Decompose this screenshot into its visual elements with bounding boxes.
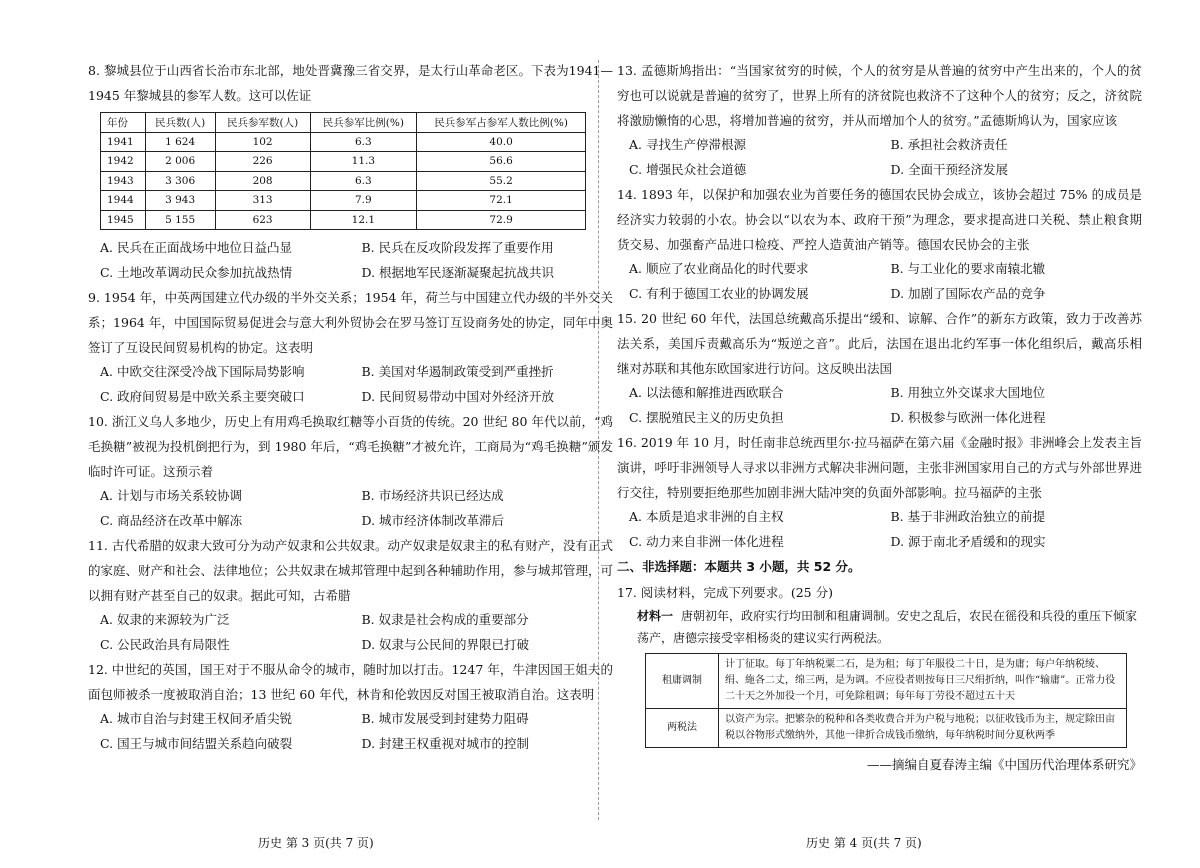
table-row — [101, 191, 586, 211]
option-b: B. 用独立外交谋求大国地位 — [890, 385, 1046, 400]
option-c: C. 摆脱殖民主义的历史负担 — [629, 409, 784, 425]
option-c: C. 有利于德国工农业的协调发展 — [629, 285, 809, 301]
table-cell: 12.1 — [310, 210, 417, 230]
table-cell: 3 943 — [145, 191, 215, 211]
question-8-options — [88, 236, 613, 285]
table-cell: 5 155 — [145, 210, 215, 230]
table-header-cell: 民兵参军比例(%) — [310, 113, 417, 133]
option-b: B. 市场经济共识已经达成 — [361, 488, 504, 503]
table-cell: 6.3 — [310, 132, 417, 152]
question-9 — [88, 285, 613, 409]
question-11-stem: 11. 古代希腊的奴隶大致可分为动产奴隶和公共奴隶。动产奴隶是奴隶主的私有财产，没有正式的家庭、财产和社会、法律地位；公共奴隶在城邦管理中起到各种辅助作用，参与城邦管理，可以拥有财产甚至自己的奴隶。据此可知，古希腊 — [88, 538, 614, 603]
table-cell: 40.0 — [417, 132, 586, 152]
question-11 — [88, 533, 613, 657]
question-9-stem: 9. 1954 年，中英两国建立代办级的半外交关系；1954 年，荷兰与中国建立代办级的半外交关系；1964 年，中国国际贸易促进会与意大利外贸协会在罗马签订互设商务处的协定，同年中奥签订了互设民间贸易机构的协定。这表明 — [88, 290, 613, 355]
table-header-cell: 民兵参军占参军人数比例(%) — [417, 113, 586, 133]
left-page — [88, 58, 613, 756]
question-11-options — [88, 608, 613, 657]
option-b: B. 美国对华遏制政策受到严重挫折 — [361, 364, 554, 379]
option-a: A. 以法德和解推进西欧联合 — [629, 385, 784, 400]
option-a: A. 计划与市场关系较协调 — [100, 488, 242, 503]
table-row — [101, 171, 586, 191]
option-a: A. 中欧交往深受冷战下国际局势影响 — [100, 364, 305, 379]
table-cell: 1942 — [101, 152, 146, 172]
question-14 — [617, 182, 1142, 306]
tax-content-cell: 计丁征取。每丁年纳税粟二石，是为租；每丁年服役二十日，是为庸；每户年纳税绫、绢、絁各二丈，绵三两，是为调。不应役者则按每日三尺绢折纳，叫作“输庸”。正常力役二十天之外加役一个月，可免除租调；每年每丁劳役不超过五十天 — [719, 654, 1127, 709]
table-header-row — [101, 113, 586, 133]
question-8 — [88, 58, 613, 285]
option-c: C. 商品经济在改革中解冻 — [100, 512, 243, 528]
option-b: B. 基于非洲政治独立的前提 — [890, 509, 1046, 524]
option-b: B. 与工业化的要求南辕北辙 — [890, 261, 1046, 276]
tax-content-cell: 以资产为宗。把繁杂的税种和各类收费合并为户税与地税；以征收钱币为主，规定除田亩税以谷物形式缴纳外，其他一律折合成钱币缴纳，每年纳税时间分夏秋两季 — [719, 709, 1127, 748]
page-footer-right: 历史 第 4 页(共 7 页) — [806, 836, 922, 850]
table-row — [101, 152, 586, 172]
right-page — [617, 58, 1142, 776]
table-row — [101, 210, 586, 230]
section-heading: 二、非选择题：本题共 3 小题，共 52 分。 — [617, 559, 861, 574]
option-d: D. 积极参与欧洲一体化进程 — [890, 409, 1046, 425]
question-9-options — [88, 360, 613, 409]
table-cell: 7.9 — [310, 191, 417, 211]
question-15-options — [617, 381, 1142, 430]
option-b: B. 民兵在反攻阶段发挥了重要作用 — [361, 240, 554, 255]
option-a: A. 顺应了农业商品化的时代要求 — [629, 261, 809, 276]
question-13-stem: 13. 孟德斯鸠指出：“当国家贫穷的时候，个人的贫穷是从普遍的贫穷中产生出来的，个人的贫穷也可以说就是普遍的贫穷了，世界上所有的济贫院也救济不了这种个人的贫穷；反之，济贫院将激励懒惰的心思，将增加普遍的贫穷，并从而增加个人的贫穷。”孟德斯鸠认为，国家应该 — [617, 63, 1143, 128]
table-header-cell: 民兵数(人) — [145, 113, 215, 133]
page-footer-left: 历史 第 3 页(共 7 页) — [258, 836, 374, 850]
question-14-options — [617, 257, 1142, 306]
option-c: C. 公民政治具有局限性 — [100, 636, 230, 652]
table-cell: 1941 — [101, 132, 146, 152]
option-c: C. 动力来自非洲一体化进程 — [629, 533, 784, 549]
table-row — [101, 132, 586, 152]
tax-name-cell: 两税法 — [646, 709, 719, 748]
table-cell: 72.1 — [417, 191, 586, 211]
tax-name-cell: 租庸调制 — [646, 654, 719, 709]
material-text: 唐朝初年，政府实行均田制和租庸调制。安史之乱后，农民在徭役和兵役的重压下倾家荡产，唐德宗接受宰相杨炎的建议实行两税法。 — [637, 609, 1138, 645]
option-d: D. 全面干预经济发展 — [890, 161, 1009, 177]
question-16-stem: 16. 2019 年 10 月，时任南非总统西里尔·拉马福萨在第六届《金融时报》非洲峰会上发表主旨演讲，呼吁非洲领导人寻求以非洲方式解决非洲问题，主张非洲国家用自己的方式与外部世界进行交往，特别要拒绝那些加剧非洲大陆冲突的负面外部影响。拉马福萨的主张 — [617, 435, 1143, 500]
question-15 — [617, 306, 1142, 430]
tax-system-table — [645, 653, 1127, 748]
table-cell: 208 — [215, 171, 310, 191]
table-cell: 1943 — [101, 171, 146, 191]
table-cell: 102 — [215, 132, 310, 152]
option-d: D. 奴隶与公民间的界限已打破 — [361, 636, 530, 652]
option-d: D. 民间贸易带动中国对外经济开放 — [361, 388, 555, 404]
table-cell: 313 — [215, 191, 310, 211]
option-b: B. 城市发展受到封建势力阻碍 — [361, 711, 529, 726]
table-cell: 2 006 — [145, 152, 215, 172]
option-a: A. 本质是追求非洲的自主权 — [629, 509, 784, 524]
question-14-stem: 14. 1893 年，以保护和加强农业为首要任务的德国农民协会成立，该协会超过 75% 的成员是经济实力较弱的小农。协会以“以农为本、政府干预”为理念，要求提高进口关税、禁止粮食期货交易、加强畜产品进口检疫、严控人造黄油产销等。德国农民协会的主张 — [617, 187, 1142, 252]
option-d: D. 封建王权重视对城市的控制 — [361, 735, 530, 751]
option-a: A. 民兵在正面战场中地位日益凸显 — [100, 240, 292, 255]
question-13-options — [617, 133, 1142, 182]
table-cell: 623 — [215, 210, 310, 230]
table-cell: 55.2 — [417, 171, 586, 191]
option-a: A. 城市自治与封建王权间矛盾尖锐 — [100, 711, 292, 726]
question-17 — [617, 580, 1142, 776]
question-10 — [88, 409, 613, 533]
table-row — [646, 654, 1127, 709]
question-8-stem: 8. 黎城县位于山西省长治市东北部，地处晋冀豫三省交界，是太行山革命老区。下表为1941—1945 年黎城县的参军人数。这可以佐证 — [88, 63, 613, 103]
question-16-options — [617, 505, 1142, 554]
option-d: D. 城市经济体制改革滞后 — [361, 512, 505, 528]
option-b: B. 承担社会救济责任 — [890, 137, 1008, 152]
option-c: C. 政府间贸易是中欧关系主要突破口 — [100, 388, 305, 404]
question-10-options — [88, 484, 613, 533]
table-cell: 1944 — [101, 191, 146, 211]
option-c: C. 增强民众社会道德 — [629, 161, 747, 177]
table-cell: 226 — [215, 152, 310, 172]
question-17-stem: 17. 阅读材料，完成下列要求。(25 分) — [617, 585, 833, 600]
table-row — [646, 709, 1127, 748]
table-cell: 6.3 — [310, 171, 417, 191]
option-d: D. 加剧了国际农产品的竞争 — [890, 285, 1046, 301]
question-13 — [617, 58, 1142, 182]
option-d: D. 源于南北矛盾缓和的现实 — [890, 533, 1046, 549]
option-c: C. 国王与城市间结盟关系趋向破裂 — [100, 735, 293, 751]
option-c: C. 土地改革调动民众参加抗战热情 — [100, 264, 293, 280]
table-cell: 1 624 — [145, 132, 215, 152]
question-15-stem: 15. 20 世纪 60 年代，法国总统戴高乐提出“缓和、谅解、合作”的新东方政策，致力于改善苏法关系，美国斥责戴高乐为“叛逆之音”。此后，法国在退出北约军事一体化组织后，戴高乐相继对苏联和其他东欧国家进行访问。这反映出法国 — [617, 311, 1142, 376]
table-cell: 3 306 — [145, 171, 215, 191]
option-a: A. 奴隶的来源较为广泛 — [100, 612, 230, 627]
option-a: A. 寻找生产停滞根源 — [629, 137, 746, 152]
option-b: B. 奴隶是社会构成的重要部分 — [361, 612, 529, 627]
question-12 — [88, 657, 613, 756]
question-10-stem: 10. 浙江义乌人多地少，历史上有用鸡毛换取红糖等小百货的传统。20 世纪 80 年代以前，“鸡毛换糖”被视为投机倒把行为，到 1980 年后，“鸡毛换糖”才被允许，工商局为“鸡毛换糖”颁发临时许可证。这预示着 — [88, 414, 613, 479]
option-d: D. 根据地军民逐渐凝聚起抗战共识 — [361, 264, 555, 280]
table-cell: 11.3 — [310, 152, 417, 172]
question-12-options — [88, 707, 613, 756]
question-12-stem: 12. 中世纪的英国，国王对于不服从命令的城市，随时加以打击。1247 年，牛津因国王姐夫的面包师被杀一度被取消自治；13 世纪 60 年代，林肯和伦敦因反对国王被取消自治。这表明 — [88, 662, 613, 702]
enlistment-table — [100, 112, 586, 230]
table-cell: 72.9 — [417, 210, 586, 230]
material-label: 材料一 — [637, 609, 674, 623]
question-16 — [617, 430, 1142, 554]
table-cell: 56.6 — [417, 152, 586, 172]
material-one — [617, 605, 1142, 649]
table-cell: 1945 — [101, 210, 146, 230]
table-header-cell: 民兵参军数(人) — [215, 113, 310, 133]
table-header-cell: 年份 — [101, 113, 146, 133]
source-citation: ——摘编自夏春涛主编《中国历代治理体系研究》 — [866, 757, 1142, 772]
